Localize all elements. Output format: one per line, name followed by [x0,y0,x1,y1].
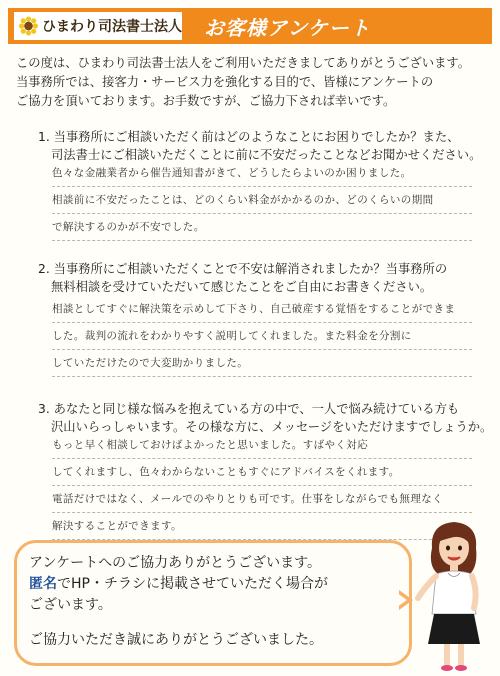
closing-line: ございます。 [29,597,112,613]
question-line: 1. 当事務所にご相談いただく前はどのようなことにお困りでしたか？また、 [38,130,460,144]
answer-line: もっと早く相談しておけばよかったと思いました。すばやく対応 [52,432,472,459]
question-2 [38,260,488,296]
intro-line: 当事務所では、接客力・サービス力を強化する目的で、皆様にアンケートの [16,75,434,89]
company-name: ひまわり司法書士法人 [42,19,182,35]
sunflower-icon [19,15,38,37]
answer-2 [52,296,472,377]
closing-speech-bubble [14,540,412,666]
closing-line [29,574,328,595]
intro-line: ご協力を頂いております。お手数ですが、ご協力下されば幸いです。 [16,94,396,108]
closing-line-rest: でHP・チラシに掲載させていただく場合が [57,576,328,592]
header-bar [8,8,492,44]
answer-line: 電話だけではなく、メールでのやりとりも可です。仕事をしながらでも無理なく [52,486,472,513]
company-logo [14,12,182,40]
question-line: 無料相談を受けていただいて感じたことをご自由にお書きください。 [51,280,433,294]
answer-1 [52,160,472,241]
answer-line: してくれますし、色々わからないこともすぐにアドバイスをくれます。 [52,459,472,486]
question-1 [38,128,488,164]
anonymous-label: 匿名 [29,576,57,592]
intro-text [16,54,486,111]
answer-line: 解決することができます。 [52,513,472,540]
answer-line: していただけたので大変助かりました。 [52,350,472,377]
answer-line: 相談としてすぐに解決策を示めして下さり、自己破産する覚悟をすることができま [52,296,472,323]
question-line: 沢山いらっしゃいます。その様な方に、メッセージをいただけますでしょうか。 [51,420,493,434]
intro-line: この度は、ひまわり司法書士法人をご利用いただきましてありがとうございます。 [16,56,471,70]
question-line: 3. あなたと同じ様な悩みを抱えている方の中で、一人で悩み続けている方も [38,402,460,416]
answer-line: 相談前に不安だったことは、どのくらい料金がかかるのか、どのくらいの期間 [52,187,472,214]
answer-line: で解決するのかが不安でした。 [52,214,472,241]
page-title: お客様アンケート [204,16,371,40]
staff-woman-illustration [414,518,494,674]
answer-line: した。裁判の流れをわかりやすく説明してくれました。また料金を分割に [52,323,472,350]
closing-line: ご協力いただき誠にありがとうございました。 [29,632,323,648]
answer-3 [52,432,472,540]
answer-line: 色々な金融業者から催告通知書がきて、どうしたらよいのか困りました。 [52,160,472,187]
bubble-tail-inner [397,593,407,607]
closing-line: アンケートへのご協力ありがとうございます。 [29,555,322,571]
question-3 [38,400,493,436]
question-line: 司法書士にご相談いただくことに前に不安だったことなどお聞かせください。 [51,148,482,162]
question-line: 2. 当事務所にご相談いただくことで不安は解消されましたか？当事務所の [38,262,448,276]
